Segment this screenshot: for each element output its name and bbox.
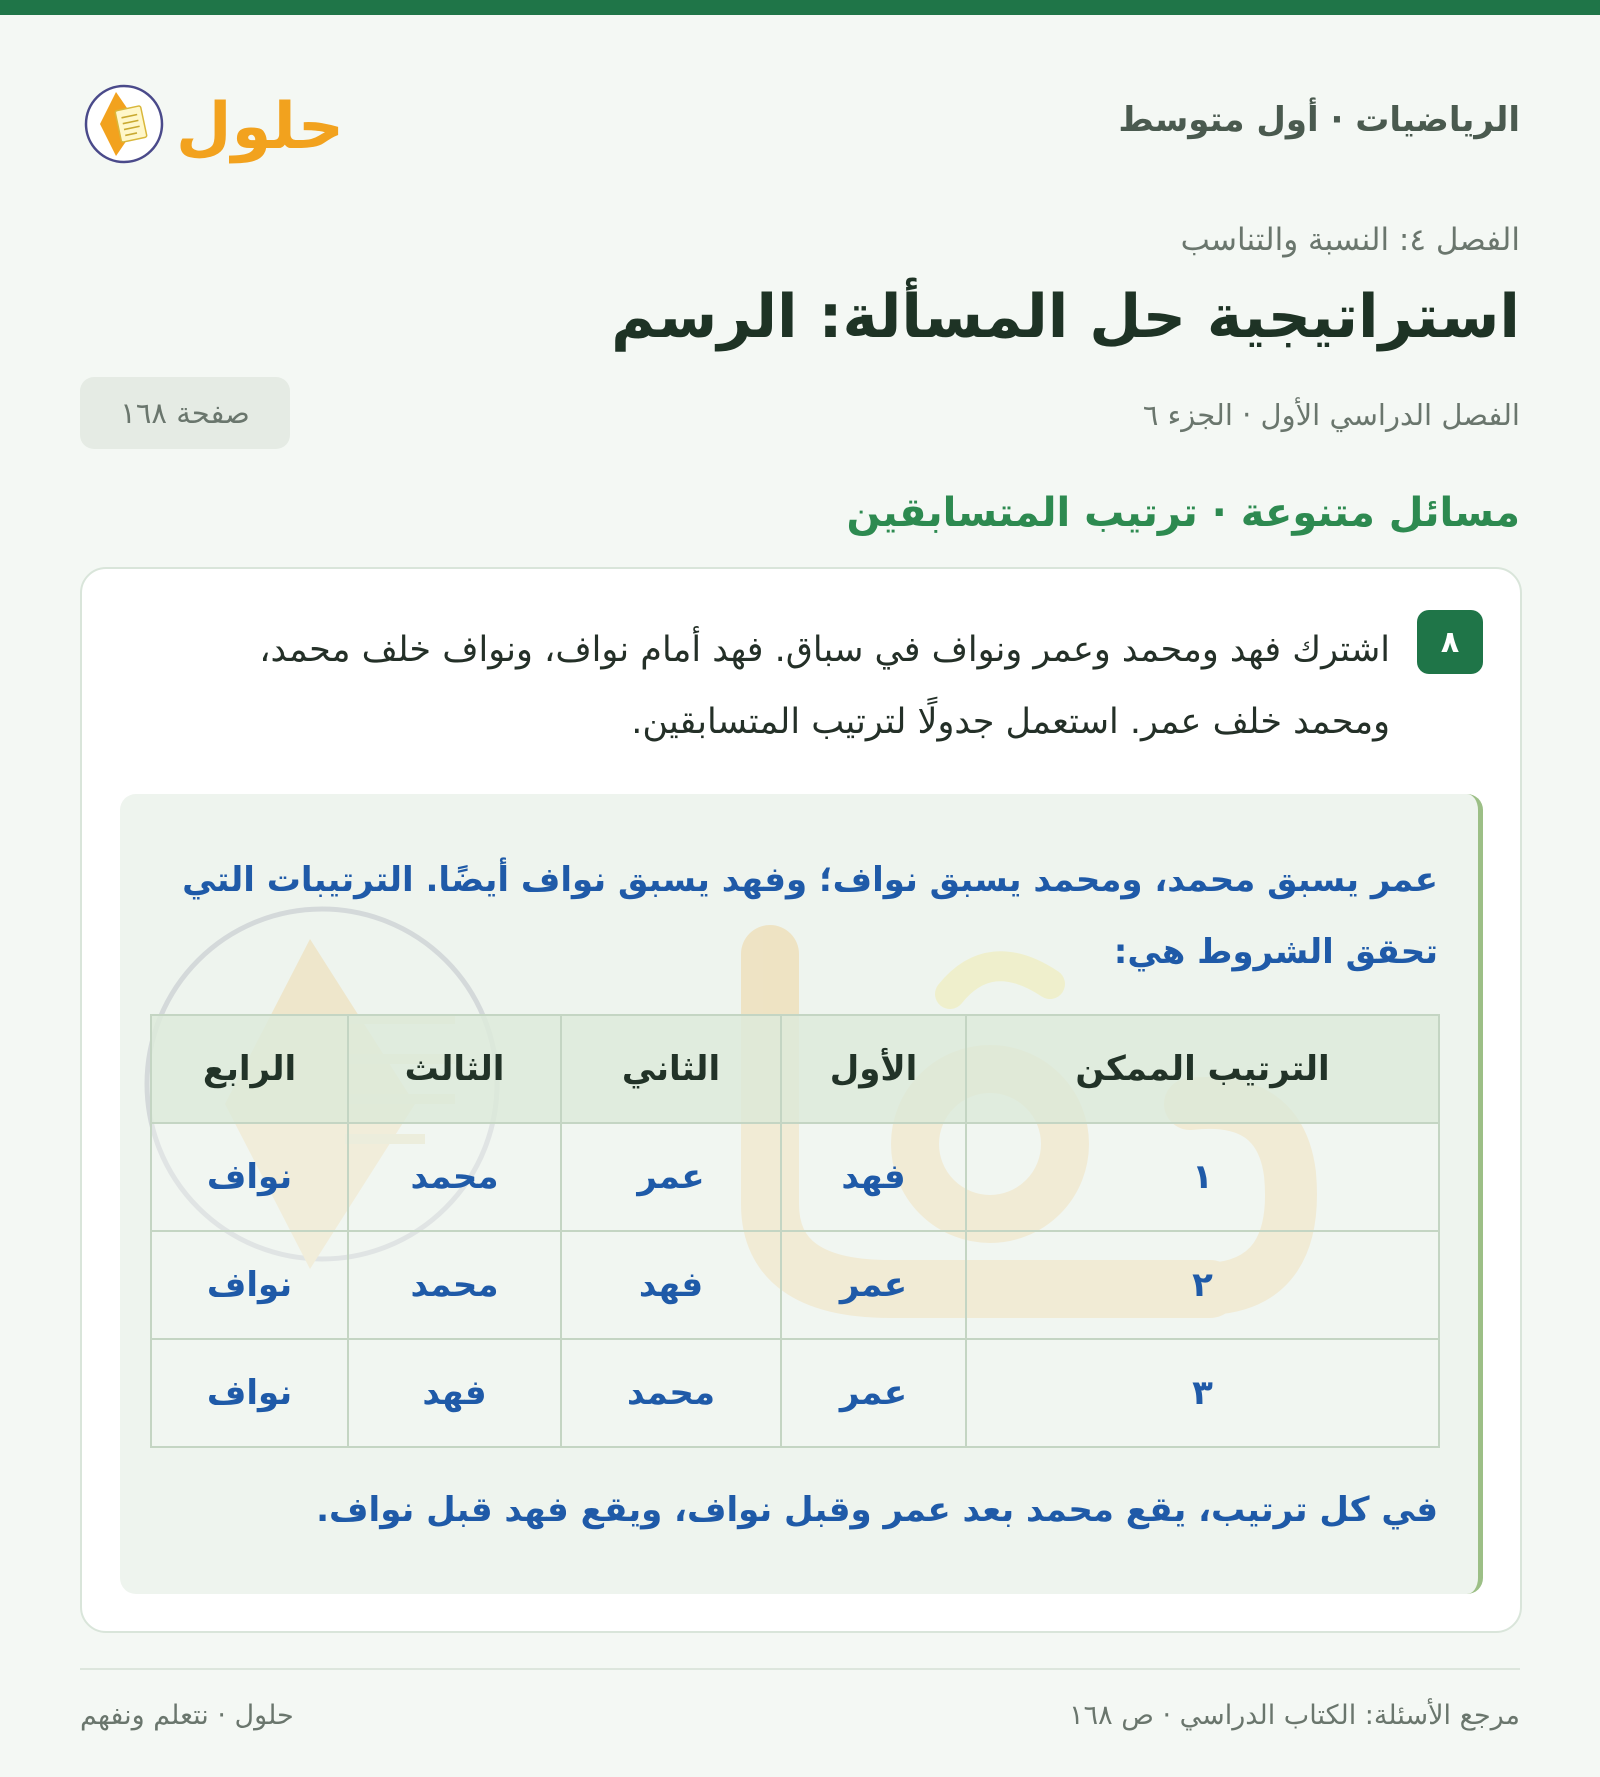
table-cell: ١ — [966, 1123, 1439, 1231]
table-cell: محمد — [348, 1231, 561, 1339]
lesson-title: استراتيجية حل المسألة: الرسم — [611, 282, 1520, 352]
table-cell: فهد — [348, 1339, 561, 1447]
page-number-badge: صفحة ١٦٨ — [80, 377, 290, 449]
table-cell: محمد — [348, 1123, 561, 1231]
table-cell: ٣ — [966, 1339, 1439, 1447]
arrangements-table — [150, 1014, 1440, 1448]
footer-divider — [80, 1668, 1520, 1670]
table-cell: ٢ — [966, 1231, 1439, 1339]
table-row — [151, 1339, 1439, 1447]
table-cell: فهد — [561, 1231, 781, 1339]
table-cell: عمر — [561, 1123, 781, 1231]
hulul-logo[interactable] — [80, 70, 360, 170]
header-cell-third: الثالث — [348, 1015, 561, 1123]
table-cell: نواف — [151, 1123, 348, 1231]
footer-brand: حلول · نتعلم ونفهم — [80, 1700, 294, 1731]
section-title: مسائل متنوعة · ترتيب المتسابقين — [846, 490, 1520, 536]
top-accent-bar — [0, 0, 1600, 15]
table-header-row — [151, 1015, 1439, 1123]
header-cell-second: الثاني — [561, 1015, 781, 1123]
question-card — [80, 567, 1522, 1633]
subject-label: الرياضيات · أول متوسط — [1118, 100, 1520, 140]
page-header — [80, 60, 1520, 180]
table-row — [151, 1123, 1439, 1231]
table-cell: نواف — [151, 1339, 348, 1447]
footer-reference: مرجع الأسئلة: الكتاب الدراسي · ص ١٦٨ — [1069, 1700, 1520, 1731]
table-cell: عمر — [781, 1231, 966, 1339]
table-cell: فهد — [781, 1123, 966, 1231]
table-cell: عمر — [781, 1339, 966, 1447]
header-cell-arrangement: الترتيب الممكن — [966, 1015, 1439, 1123]
question-text: اشترك فهد ومحمد وعمر ونواف في سباق. فهد أمام نواف، ونواف خلف محمد، ومحمد خلف عمر. استعمل جدولًا لترتيب المتسابقين. — [259, 630, 1390, 742]
table-cell: نواف — [151, 1231, 348, 1339]
answer-intro-text: عمر يسبق محمد، ومحمد يسبق نواف؛ وفهد يسبق نواف أيضًا. الترتيبات التي تحقق الشروط هي: — [182, 860, 1438, 972]
svg-text:حلول: حلول — [176, 90, 344, 164]
chapter-label: الفصل ٤: النسبة والتناسب — [1180, 222, 1520, 258]
answer-conclusion-text: في كل ترتيب، يقع محمد بعد عمر وقبل نواف، ويقع فهد قبل نواف. — [316, 1490, 1438, 1530]
header-cell-first: الأول — [781, 1015, 966, 1123]
table-row — [151, 1231, 1439, 1339]
table-cell: محمد — [561, 1339, 781, 1447]
header-cell-fourth: الرابع — [151, 1015, 348, 1123]
semester-label: الفصل الدراسي الأول · الجزء ٦ — [1142, 398, 1520, 432]
answer-box — [120, 794, 1483, 1594]
question-number-badge: ٨ — [1417, 610, 1483, 674]
